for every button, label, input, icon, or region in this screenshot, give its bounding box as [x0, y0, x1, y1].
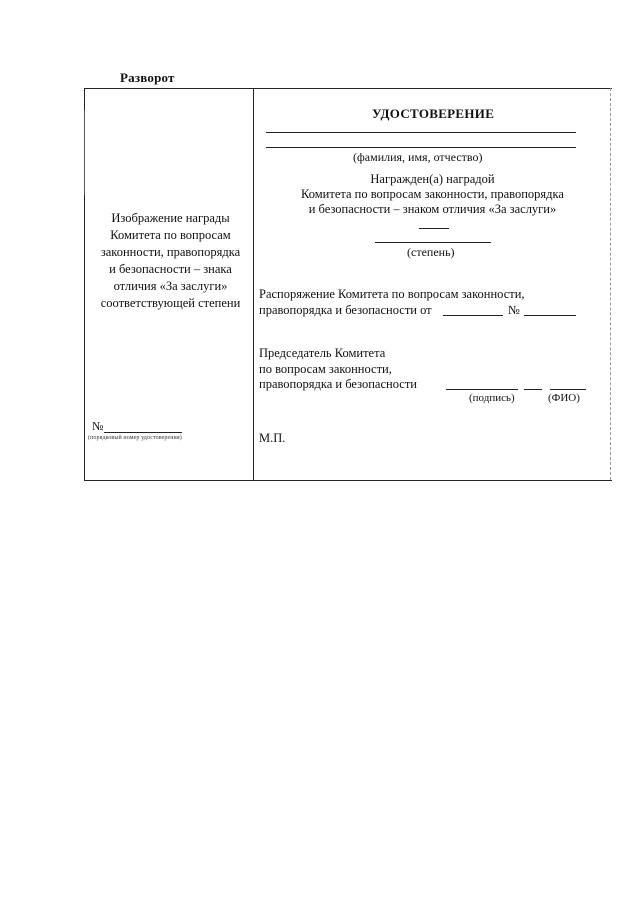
awarded-text-line: Комитета по вопросам законности, правопорядка	[301, 187, 564, 201]
awarded-text-line: Награжден(а) наградой	[370, 172, 495, 186]
award-text-line: Изображение награды	[111, 211, 230, 225]
award-text-line: законности, правопорядка	[100, 245, 241, 259]
chairman-line: по вопросам законности,	[259, 361, 392, 376]
award-text-line: соответствующей степени	[100, 296, 241, 310]
award-text-line: отличия «За заслуги»	[113, 279, 228, 293]
name-blank-line-2	[266, 147, 576, 148]
award-image-placeholder	[88, 210, 253, 312]
degree-blank-line	[375, 242, 491, 243]
spread-fold-divider	[253, 88, 254, 480]
signature-blank	[446, 389, 518, 390]
serial-number-caption: (порядковый номер удостоверения)	[88, 435, 182, 441]
left-edge-mark	[84, 110, 87, 195]
chairman-block	[259, 346, 417, 393]
chairman-line: Председатель Комитета	[259, 346, 386, 360]
order-text-line-1: Распоряжение Комитета по вопросам законности,	[259, 287, 525, 301]
signature-caption: (подпись)	[469, 392, 515, 404]
fio-caption: (ФИО)	[548, 392, 580, 404]
awarded-text-block	[260, 172, 605, 217]
chairman-line: правопорядка и безопасности	[259, 377, 417, 391]
order-number-blank	[524, 315, 576, 316]
serial-number-label: №	[92, 419, 104, 433]
certificate-title: УДОСТОВЕРЕНИЕ	[372, 106, 495, 121]
awarded-text-line: и безопасности – знаком отличия «За заслуги»	[308, 202, 557, 216]
spread-heading: Разворот	[120, 70, 175, 85]
name-caption: (фамилия, имя, отчество)	[353, 150, 483, 164]
award-text-line: Комитета по вопросам	[110, 228, 231, 242]
frame-bottom-border	[84, 480, 612, 481]
name-blank-line-1	[266, 132, 576, 133]
order-number-sign: №	[507, 303, 520, 317]
fio-blank	[550, 389, 586, 390]
seal-placeholder: М.П.	[259, 431, 286, 445]
serial-number-blank	[104, 432, 182, 433]
order-date-blank	[443, 315, 503, 316]
degree-caption: (степень)	[407, 245, 455, 259]
short-blank-line	[419, 228, 449, 229]
signature-blank-extra	[524, 389, 542, 390]
frame-top-border	[84, 88, 612, 89]
award-text-line: и безопасности – знака	[109, 262, 232, 276]
frame-right-border	[610, 88, 611, 480]
order-date-prefix: правопорядка и безопасности от	[259, 303, 432, 317]
